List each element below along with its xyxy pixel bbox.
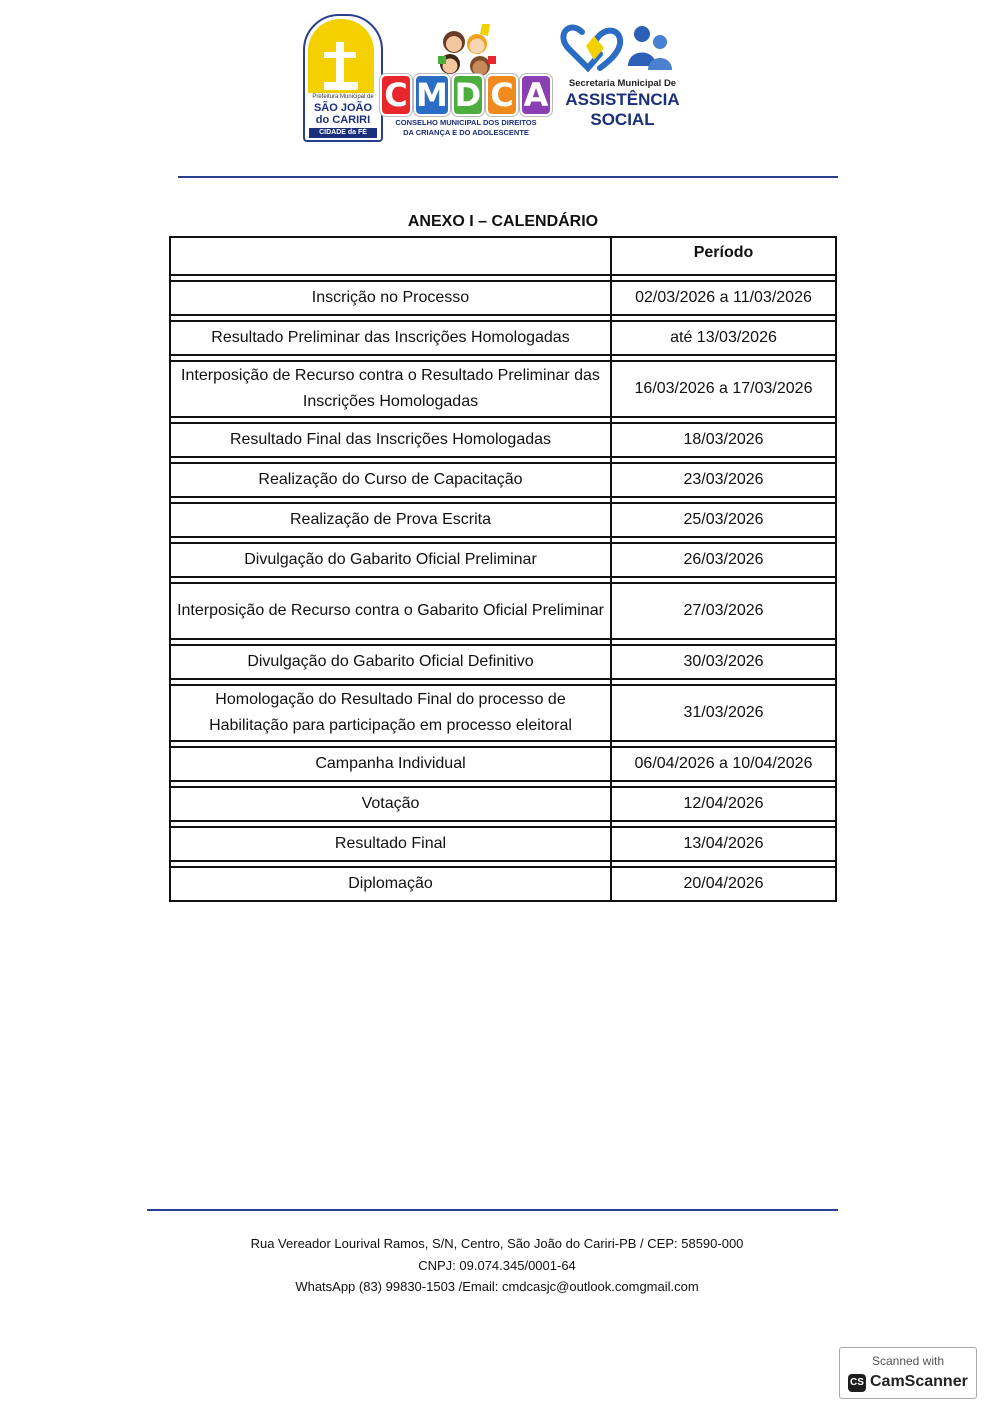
cmdca-subtitle-line2: DA CRIANÇA E DO ADOLESCENTE <box>403 128 529 137</box>
table-row <box>170 827 836 861</box>
camscanner-watermark <box>839 1347 977 1399</box>
period-cell: 26/03/2026 <box>611 543 836 577</box>
period-cell: 25/03/2026 <box>611 503 836 537</box>
cmdca-letters <box>380 74 552 118</box>
calendar-table <box>169 236 837 902</box>
activity-cell: Inscrição no Processo <box>170 281 611 315</box>
footer-cnpj: CNPJ: 09.074.345/0001-64 <box>418 1257 576 1273</box>
cmdca-letter: C <box>380 74 412 116</box>
period-cell: 02/03/2026 a 11/03/2026 <box>611 281 836 315</box>
table-row <box>170 423 836 457</box>
logo-cross <box>336 42 344 86</box>
cmdca-letter: M <box>416 76 448 114</box>
cmdca-subtitle <box>380 118 552 138</box>
sas-line1: Secretaria Municipal De <box>568 78 677 89</box>
period-cell: até 13/03/2026 <box>611 321 836 355</box>
activity-cell: Interposição de Recurso contra o Resultado Preliminar das Inscrições Homologadas <box>170 361 611 417</box>
activity-cell: Homologação do Resultado Final do processo de Habilitação para participação em processo eleitoral <box>170 685 611 741</box>
period-cell: 18/03/2026 <box>611 423 836 457</box>
sjc-small-text: Prefeitura Municipal de <box>312 94 374 100</box>
table-row <box>170 361 836 417</box>
table-row <box>170 281 836 315</box>
children-faces-icon <box>432 22 502 80</box>
camscanner-icon: CS <box>848 1374 866 1392</box>
header-divider <box>178 176 838 178</box>
activity-cell: Divulgação do Gabarito Oficial Definitivo <box>170 645 611 679</box>
cmdca-letter: A <box>520 74 552 116</box>
logo-crossbar <box>324 52 356 58</box>
table-row <box>170 867 836 901</box>
document-title: ANEXO I – CALENDÁRIO <box>407 213 599 230</box>
cmdca-logo <box>380 22 552 138</box>
heart-family-icon <box>560 20 685 78</box>
activity-cell: Realização do Curso de Capacitação <box>170 463 611 497</box>
period-cell: 12/04/2026 <box>611 787 836 821</box>
logo-base <box>324 82 358 90</box>
period-cell: 13/04/2026 <box>611 827 836 861</box>
table-row <box>170 463 836 497</box>
table-row <box>170 503 836 537</box>
period-cell: 30/03/2026 <box>611 645 836 679</box>
watermark-line1: Scanned with <box>871 1354 945 1368</box>
table-header-row <box>170 237 836 275</box>
watermark-brand: CamScanner <box>870 1373 968 1390</box>
table-row <box>170 321 836 355</box>
sas-line3: SOCIAL <box>590 110 655 129</box>
footer-address: Rua Vereador Lourival Ramos, S/N, Centro, São João do Cariri-PB / CEP: 58590-000 <box>250 1236 744 1251</box>
activity-cell: Interposição de Recurso contra o Gabarito Oficial Preliminar <box>170 583 611 639</box>
footer-contact: WhatsApp (83) 99830-1503 /Email: cmdcasjc@outlook.comgmail.com <box>295 1279 699 1294</box>
assistencia-social-logo <box>560 20 685 135</box>
sjc-line2: do CARIRI <box>315 114 371 126</box>
period-cell: 31/03/2026 <box>611 685 836 741</box>
header-activity-cell <box>170 237 611 275</box>
activity-cell: Divulgação do Gabarito Oficial Preliminar <box>170 543 611 577</box>
activity-cell: Votação <box>170 787 611 821</box>
period-cell: 16/03/2026 a 17/03/2026 <box>611 361 836 417</box>
table-row <box>170 645 836 679</box>
table-row <box>170 787 836 821</box>
period-cell: 23/03/2026 <box>611 463 836 497</box>
footer-divider <box>147 1209 838 1211</box>
sjc-line1: SÃO JOÃO <box>313 102 373 114</box>
sjc-tagline: CIDADE da FÉ <box>309 128 377 138</box>
header-period-cell <box>611 237 836 275</box>
sao-joao-do-cariri-logo <box>303 14 383 142</box>
activity-cell: Realização de Prova Escrita <box>170 503 611 537</box>
activity-cell: Diplomação <box>170 867 611 901</box>
footer <box>147 1233 847 1298</box>
period-cell: 20/04/2026 <box>611 867 836 901</box>
activity-cell: Resultado Preliminar das Inscrições Homologadas <box>170 321 611 355</box>
period-cell: 27/03/2026 <box>611 583 836 639</box>
sas-line2: ASSISTÊNCIA <box>565 90 680 109</box>
cmdca-subtitle-line1: CONSELHO MUNICIPAL DOS DIREITOS <box>395 118 537 127</box>
header-period-label: Período <box>693 244 754 261</box>
activity-cell: Campanha Individual <box>170 747 611 781</box>
table-row <box>170 583 836 639</box>
period-cell: 06/04/2026 a 10/04/2026 <box>611 747 836 781</box>
table-row <box>170 747 836 781</box>
table-row <box>170 685 836 741</box>
table-row <box>170 543 836 577</box>
activity-cell: Resultado Final <box>170 827 611 861</box>
activity-cell: Resultado Final das Inscrições Homologadas <box>170 423 611 457</box>
cmdca-letter: D <box>452 74 484 116</box>
cmdca-letter: C <box>486 74 518 116</box>
